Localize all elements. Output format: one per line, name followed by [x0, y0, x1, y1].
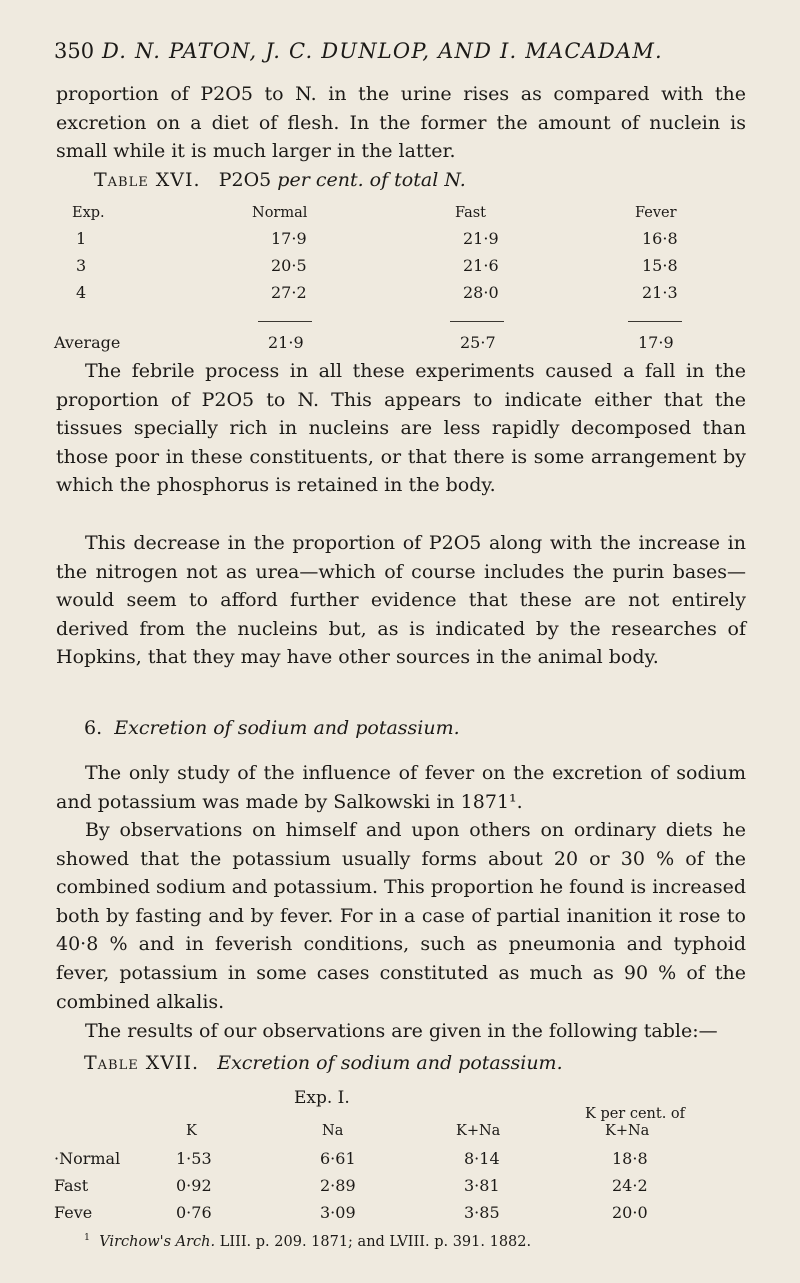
table-cell: 3 — [76, 256, 87, 275]
table-cell: 1 — [76, 229, 87, 248]
table-cell: 17·9 — [271, 229, 307, 248]
paragraph-text: The only study of the influence of fever on the excretion of sodium and potassium was made by Salkowski in 1871¹. — [56, 762, 746, 813]
row-label: Fast — [54, 1176, 89, 1195]
row-label: ·Normal — [54, 1149, 121, 1168]
table-cell: 8·14 — [464, 1149, 500, 1168]
paragraph-text: The results of our observations are given in the following table:— — [85, 1020, 718, 1042]
paragraph-text: The febrile process in all these experiments caused a fall in the proportion of P2O5 to N. This appears to indicate either that the tissues specially rich in nucleins are less rapidly decomposed than those poor in these constituents, or that there is some arrangement by which the phosphorus is retained in the body. — [56, 360, 746, 497]
table-cell: 0·76 — [176, 1203, 212, 1222]
table-cell: 25·7 — [460, 333, 496, 352]
table-17-caption — [84, 1052, 563, 1074]
paragraph-2 — [56, 357, 746, 500]
paragraph-6 — [56, 1017, 746, 1046]
footnote-source: Virchow's Arch. — [99, 1233, 216, 1250]
sum-rule — [628, 321, 682, 322]
column-header: Fast — [455, 205, 486, 221]
table-cell: 21·9 — [268, 333, 304, 352]
column-header: K per cent. of — [585, 1106, 686, 1122]
table-cell: 0·92 — [176, 1176, 212, 1195]
column-header: Normal — [252, 205, 308, 221]
table-cell: 6·61 — [320, 1149, 356, 1168]
table-cell: 20·0 — [612, 1203, 648, 1222]
table-cell: 21·9 — [463, 229, 499, 248]
paragraph-4 — [56, 759, 746, 816]
table-cell: 3·81 — [464, 1176, 500, 1195]
running-header — [54, 38, 754, 64]
table-cell: 18·8 — [612, 1149, 648, 1168]
footnote-text: LIII. p. 209. 1871; and LVIII. p. 391. 1882. — [219, 1233, 532, 1250]
table-cell: 20·5 — [271, 256, 307, 275]
page-number: 350 — [54, 39, 95, 63]
paragraph-1 — [56, 80, 746, 166]
experiment-label: Exp. I. — [294, 1088, 350, 1108]
footnote — [84, 1232, 531, 1250]
sum-rule — [450, 321, 504, 322]
table-cell: 21·6 — [463, 256, 499, 275]
table-cell: 16·8 — [642, 229, 678, 248]
table-title-formula: P2O5 — [218, 169, 272, 191]
section-number: 6. — [84, 717, 103, 739]
paragraph-text: proportion of P2O5 to N. in the urine rises as compared with the excretion on a diet of flesh. In the former the amount of nuclein is small while it is much larger in the latter. — [56, 83, 746, 163]
column-header: K+Na — [605, 1123, 650, 1139]
author-line: D. N. PATON, J. C. DUNLOP, AND I. MACADAM. — [102, 39, 663, 63]
table-cell: 17·9 — [638, 333, 674, 352]
column-header: Exp. — [72, 205, 105, 221]
paragraph-text: By observations on himself and upon others on ordinary diets he showed that the potassium usually forms about 20 or 30 % of the combined sodium and potassium. This proportion he found is increased both by fasting and by fever. For in a case of partial inanition it rose to 40·8 % and in feverish conditions, such as pneumonia and typhoid fever, potassium in some cases constituted as much as 90 % of the combined alkalis. — [56, 819, 746, 1013]
table-16-caption — [94, 169, 466, 191]
table-label: Table XVII. — [84, 1052, 200, 1074]
column-header: Na — [322, 1123, 344, 1139]
table-cell: 15·8 — [642, 256, 678, 275]
table-cell: 4 — [76, 283, 87, 302]
table-cell: 28·0 — [463, 283, 499, 302]
column-header: K — [186, 1123, 197, 1139]
table-cell: 2·89 — [320, 1176, 356, 1195]
paragraph-5 — [56, 816, 746, 1016]
average-label: Average — [54, 333, 121, 352]
table-cell: 24·2 — [612, 1176, 648, 1195]
row-label: Feve — [54, 1203, 93, 1222]
column-header: Fever — [635, 205, 677, 221]
column-header: K+Na — [456, 1123, 501, 1139]
paragraph-text: This decrease in the proportion of P2O5 along with the increase in the nitrogen not as urea—which of course includes the purin bases—would seem to afford further evidence that these are not entirely derived from the nucleins but, as is indicated by the researches of Hopkins, that they may have other sources in the animal body. — [56, 532, 746, 669]
table-title: Excretion of sodium and potassium. — [217, 1052, 563, 1074]
sum-rule — [258, 321, 312, 322]
section-title: Excretion of sodium and potassium. — [114, 717, 460, 739]
table-cell: 3·85 — [464, 1203, 500, 1222]
table-cell: 1·53 — [176, 1149, 212, 1168]
table-title: per cent. of total N. — [277, 169, 466, 191]
footnote-marker: 1 — [84, 1232, 90, 1243]
table-cell: 3·09 — [320, 1203, 356, 1222]
paragraph-3 — [56, 529, 746, 672]
table-cell: 21·3 — [642, 283, 678, 302]
table-cell: 27·2 — [271, 283, 307, 302]
section-heading — [84, 717, 460, 739]
table-label: Table XVI. — [94, 169, 201, 191]
